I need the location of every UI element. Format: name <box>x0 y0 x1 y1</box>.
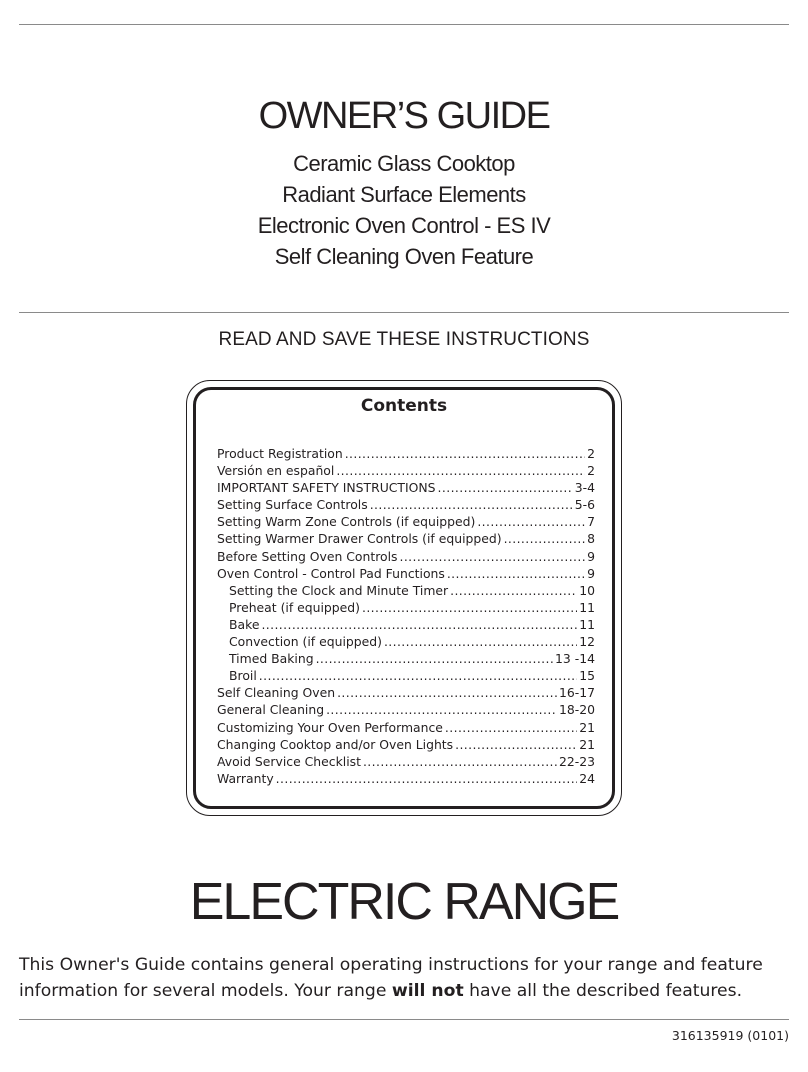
toc-row <box>217 770 595 787</box>
toc-label: General Cleaning <box>217 702 325 718</box>
toc-row <box>217 513 595 530</box>
toc-label: IMPORTANT SAFETY INSTRUCTIONS <box>217 480 436 496</box>
toc-label: Customizing Your Oven Performance <box>217 719 443 735</box>
disclaimer-part1: This Owner's Guide contains general operating instructions for your range and feature information for several models. Your range <box>19 955 763 1001</box>
read-save-banner: READ AND SAVE THESE INSTRUCTIONS <box>218 329 590 350</box>
toc-row <box>217 462 595 479</box>
document-number: 316135919 (0101) <box>671 1028 789 1043</box>
section-rule <box>19 312 789 313</box>
toc-leader-dots <box>362 599 577 616</box>
subtitle-list <box>0 148 808 272</box>
toc-row <box>217 719 595 736</box>
toc-page-number: 7 <box>587 514 595 530</box>
toc-row <box>217 599 595 616</box>
toc-page-number: 15 <box>579 668 595 684</box>
toc-page-number: 11 <box>579 599 595 615</box>
toc-row <box>217 633 595 650</box>
toc-leader-dots <box>345 445 585 462</box>
toc-label: Product Registration <box>217 446 343 461</box>
toc-leader-dots <box>276 770 578 787</box>
toc-label: Setting Warmer Drawer Controls (if equipped) <box>217 531 502 547</box>
toc-page-number: 24 <box>579 770 595 786</box>
toc-page-number: 5-6 <box>574 497 595 513</box>
toc-row <box>217 565 595 582</box>
toc-leader-dots <box>370 496 573 513</box>
toc-page-number: 3-4 <box>574 480 595 496</box>
contents-heading: Contents <box>360 396 448 416</box>
toc-leader-dots <box>259 667 577 684</box>
toc-page-number: 9 <box>587 548 595 564</box>
toc-page-number: 9 <box>587 565 595 581</box>
toc-page-number: 2 <box>587 463 595 479</box>
toc-page-number: 11 <box>579 616 595 632</box>
toc-leader-dots <box>450 582 577 599</box>
toc-page-number: 21 <box>579 719 595 735</box>
toc-label: Bake <box>229 616 260 632</box>
toc-row <box>217 753 595 770</box>
product-name: ELECTRIC RANGE <box>189 873 619 931</box>
toc-leader-dots <box>316 650 553 667</box>
toc-page-number: 21 <box>579 736 595 752</box>
toc-page-number: 12 <box>579 634 595 650</box>
toc-row <box>217 496 595 513</box>
toc-leader-dots <box>326 701 557 718</box>
subtitle-line: Radiant Surface Elements <box>282 182 526 207</box>
toc-label: Setting the Clock and Minute Timer <box>229 582 449 598</box>
toc-leader-dots <box>261 616 577 633</box>
subtitle-line: Ceramic Glass Cooktop <box>293 151 515 176</box>
toc-leader-dots <box>447 565 585 582</box>
toc-page-number: 13 -14 <box>555 651 595 667</box>
toc-label: Before Setting Oven Controls <box>217 548 398 564</box>
toc-label: Broil <box>229 668 257 684</box>
toc-row <box>217 479 595 496</box>
toc-leader-dots <box>455 736 577 753</box>
toc-row <box>217 650 595 667</box>
toc-page-number: 8 <box>587 531 595 547</box>
toc-label: Versión en español <box>217 463 335 479</box>
table-of-contents <box>217 445 595 787</box>
toc-label: Changing Cooktop and/or Oven Lights <box>217 736 454 752</box>
toc-label: Setting Surface Controls <box>217 497 368 513</box>
disclaimer-emphasis: will not <box>391 981 464 1001</box>
toc-leader-dots <box>504 530 586 547</box>
toc-leader-dots <box>438 479 573 496</box>
toc-page-number: 22-23 <box>558 753 595 769</box>
toc-leader-dots <box>400 548 586 565</box>
subtitle-line: Self Cleaning Oven Feature <box>274 244 534 269</box>
toc-label: Avoid Service Checklist <box>217 753 361 769</box>
toc-label: Oven Control - Control Pad Functions <box>217 565 445 581</box>
toc-row <box>217 701 595 718</box>
toc-label: Warranty <box>217 770 274 786</box>
toc-label: Timed Baking <box>229 651 314 667</box>
subtitle-line: Electronic Oven Control - ES IV <box>257 213 551 238</box>
toc-page-number: 10 <box>579 582 595 598</box>
toc-row <box>217 582 595 599</box>
toc-page-number: 2 <box>587 446 595 461</box>
toc-leader-dots <box>337 684 557 701</box>
toc-row <box>217 667 595 684</box>
toc-row <box>217 684 595 701</box>
toc-page-number: 16-17 <box>558 685 595 701</box>
toc-label: Convection (if equipped) <box>229 634 382 650</box>
toc-row <box>217 445 595 462</box>
guide-title: OWNER’S GUIDE <box>258 95 550 137</box>
toc-leader-dots <box>336 462 585 479</box>
toc-label: Self Cleaning Oven <box>217 685 336 701</box>
toc-leader-dots <box>445 719 577 736</box>
toc-page-number: 18-20 <box>558 702 595 718</box>
toc-leader-dots <box>363 753 557 770</box>
bottom-rule <box>19 1019 789 1020</box>
toc-leader-dots <box>477 513 585 530</box>
toc-label: Setting Warm Zone Controls (if equipped) <box>217 514 476 530</box>
toc-leader-dots <box>384 633 577 650</box>
top-rule <box>19 24 789 25</box>
toc-label: Preheat (if equipped) <box>229 599 360 615</box>
toc-row <box>217 616 595 633</box>
toc-row <box>217 548 595 565</box>
toc-row <box>217 530 595 547</box>
disclaimer-part2: have all the described features. <box>463 981 743 1001</box>
toc-row <box>217 736 595 753</box>
disclaimer-text <box>19 952 799 1004</box>
